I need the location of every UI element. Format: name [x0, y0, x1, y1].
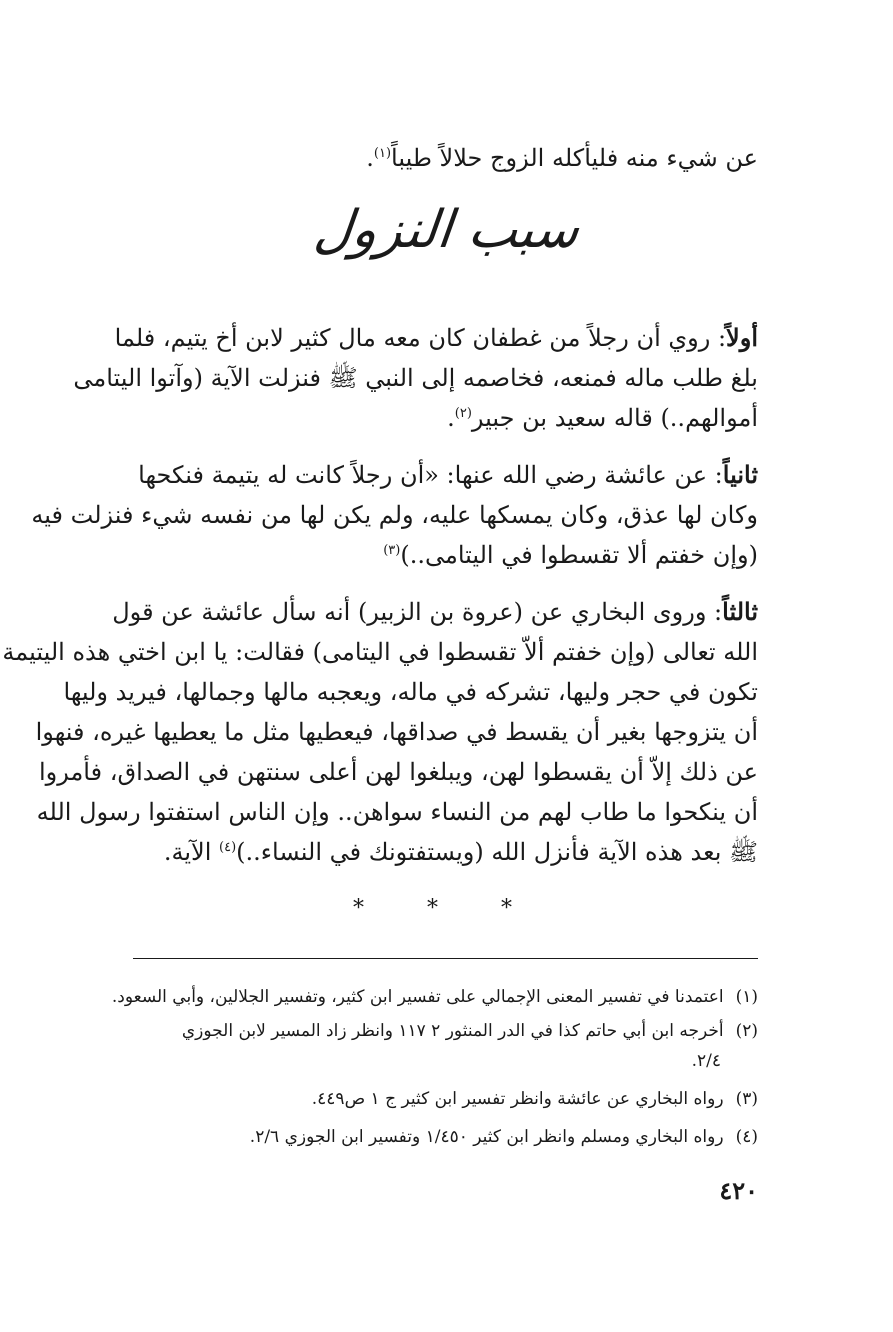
intro-line — [366, 138, 758, 178]
intro-text: عن شيء منه فليأكله الزوج حلالاً طيباً — [391, 144, 758, 172]
footnote-ref-3: (٣) — [383, 543, 401, 558]
footnote-1-number: (١) — [735, 987, 758, 1007]
paragraph-3-lead: ثالثاً — [722, 597, 758, 626]
paragraph-1-text-1: : روي أن رجلاً من غطفان كان معه مال كثير لابن أخ يتيم، فلما — [114, 324, 727, 352]
paragraph-3-text-3: تكون في حجر وليها، تشركه في ماله، ويعجبه مالها وجمالها، فيريد وليها — [63, 678, 758, 706]
footnote-ref-2: (٢) — [454, 406, 472, 421]
page-number: ٤٢٠ — [719, 1176, 758, 1205]
footnote-2-number: (٢) — [735, 1021, 758, 1041]
paragraph-1-lead: أولاً — [726, 323, 758, 352]
paragraph-3-line-4 — [36, 712, 758, 752]
footnote-1 — [58, 982, 758, 1012]
footnote-2 — [58, 1016, 758, 1046]
paragraph-1-line-1 — [115, 318, 758, 358]
footnote-2-text-2: ٢/٤. — [691, 1051, 721, 1071]
footnote-3-number: (٣) — [735, 1089, 758, 1109]
footnote-2-text: أخرجه ابن أبي حاتم كذا في الدر المنثور ٢ ١١٧ وانظر زاد المسير لابن الجوزي — [181, 1021, 724, 1041]
paragraph-2-line-2 — [31, 495, 758, 535]
paragraph-1-text-3: أموالهم..) قاله سعيد بن جبير — [471, 404, 758, 432]
paragraph-1-line-2 — [73, 358, 758, 398]
paragraph-2-text-2: وكان لها عذق، وكان يمسكها عليه، ولم يكن لها من نفسه شيء فنزلت فيه — [31, 501, 758, 529]
paragraph-1-tail: . — [447, 404, 455, 432]
paragraph-3-line-3 — [64, 672, 759, 712]
paragraph-3-text-2: الله تعالى (وإن خفتم ألاّ تقسطوا في اليتامى) فقالت: يا ابن اختي هذه اليتيمة — [2, 638, 758, 666]
paragraph-2-line-3 — [383, 535, 758, 575]
paragraph-3-line-2 — [2, 632, 758, 672]
footnote-ref-1: (١) — [373, 146, 392, 161]
section-heading: سبب النزول — [311, 200, 582, 260]
paragraph-3-line-5 — [39, 752, 758, 792]
paragraph-3-text-6: أن ينكحوا ما طاب لهم من النساء سواهن.. وإن الناس استفتوا رسول الله — [36, 798, 758, 826]
section-separator: * * * — [353, 896, 540, 921]
paragraph-3-line-7 — [164, 832, 758, 872]
paragraph-2-text-3: (وإن خفتم ألا تقسطوا في اليتامى..) — [400, 541, 758, 569]
footnote-ref-4: (٤) — [219, 840, 237, 855]
paragraph-1-text-2: بلغ طلب ماله فمنعه، فخاصمه إلى النبي ﷺ فنزلت الآية (وآتوا اليتامى — [73, 364, 758, 392]
footnote-1-text: اعتمدنا في تفسير المعنى الإجمالي على تفسير ابن كثير، وتفسير الجلالين، وأبي السعود. — [111, 987, 724, 1007]
footnote-2-continuation — [521, 1046, 721, 1076]
paragraph-3-text-7: ﷺ بعد هذه الآية فأنزل الله (ويستفتونك في النساء..) — [236, 838, 758, 866]
paragraph-2-text-1: : عن عائشة رضي الله عنها: «أن رجلاً كانت له يتيمة فنكحها — [138, 461, 723, 489]
footnote-4 — [58, 1122, 758, 1152]
paragraph-3-text-4: أن يتزوجها بغير أن يقسط في صداقها، فيعطيها مثل ما يعطيها غيره، فنهوا — [35, 718, 758, 746]
footnote-4-text: رواه البخاري ومسلم وانظر ابن كثير ١/٤٥٠ وتفسير ابن الجوزي ٢/٦. — [249, 1127, 724, 1147]
paragraph-2-lead: ثانياً — [722, 460, 758, 489]
paragraph-1-line-3 — [447, 398, 758, 438]
paragraph-3-text-5: عن ذلك إلاّ أن يقسطوا لهن، ويبلغوا لهن أعلى سنتهن في الصداق، فأمروا — [38, 758, 758, 786]
paragraph-3-text-1: : وروى البخاري عن (عروة بن الزبير) أنه سأل عائشة عن قول — [112, 598, 723, 626]
paragraph-3-line-6 — [37, 792, 758, 832]
footnote-divider — [133, 958, 758, 959]
paragraph-2-line-1 — [138, 455, 758, 495]
footnote-3 — [58, 1084, 758, 1114]
footnote-3-text: رواه البخاري عن عائشة وانظر تفسير ابن كثير ج ١ ص٤٤٩. — [311, 1089, 724, 1109]
intro-tail: . — [366, 144, 374, 172]
footnote-4-number: (٤) — [735, 1127, 758, 1147]
paragraph-3-line-1 — [112, 592, 758, 632]
paragraph-3-tail: الآية. — [163, 838, 219, 866]
